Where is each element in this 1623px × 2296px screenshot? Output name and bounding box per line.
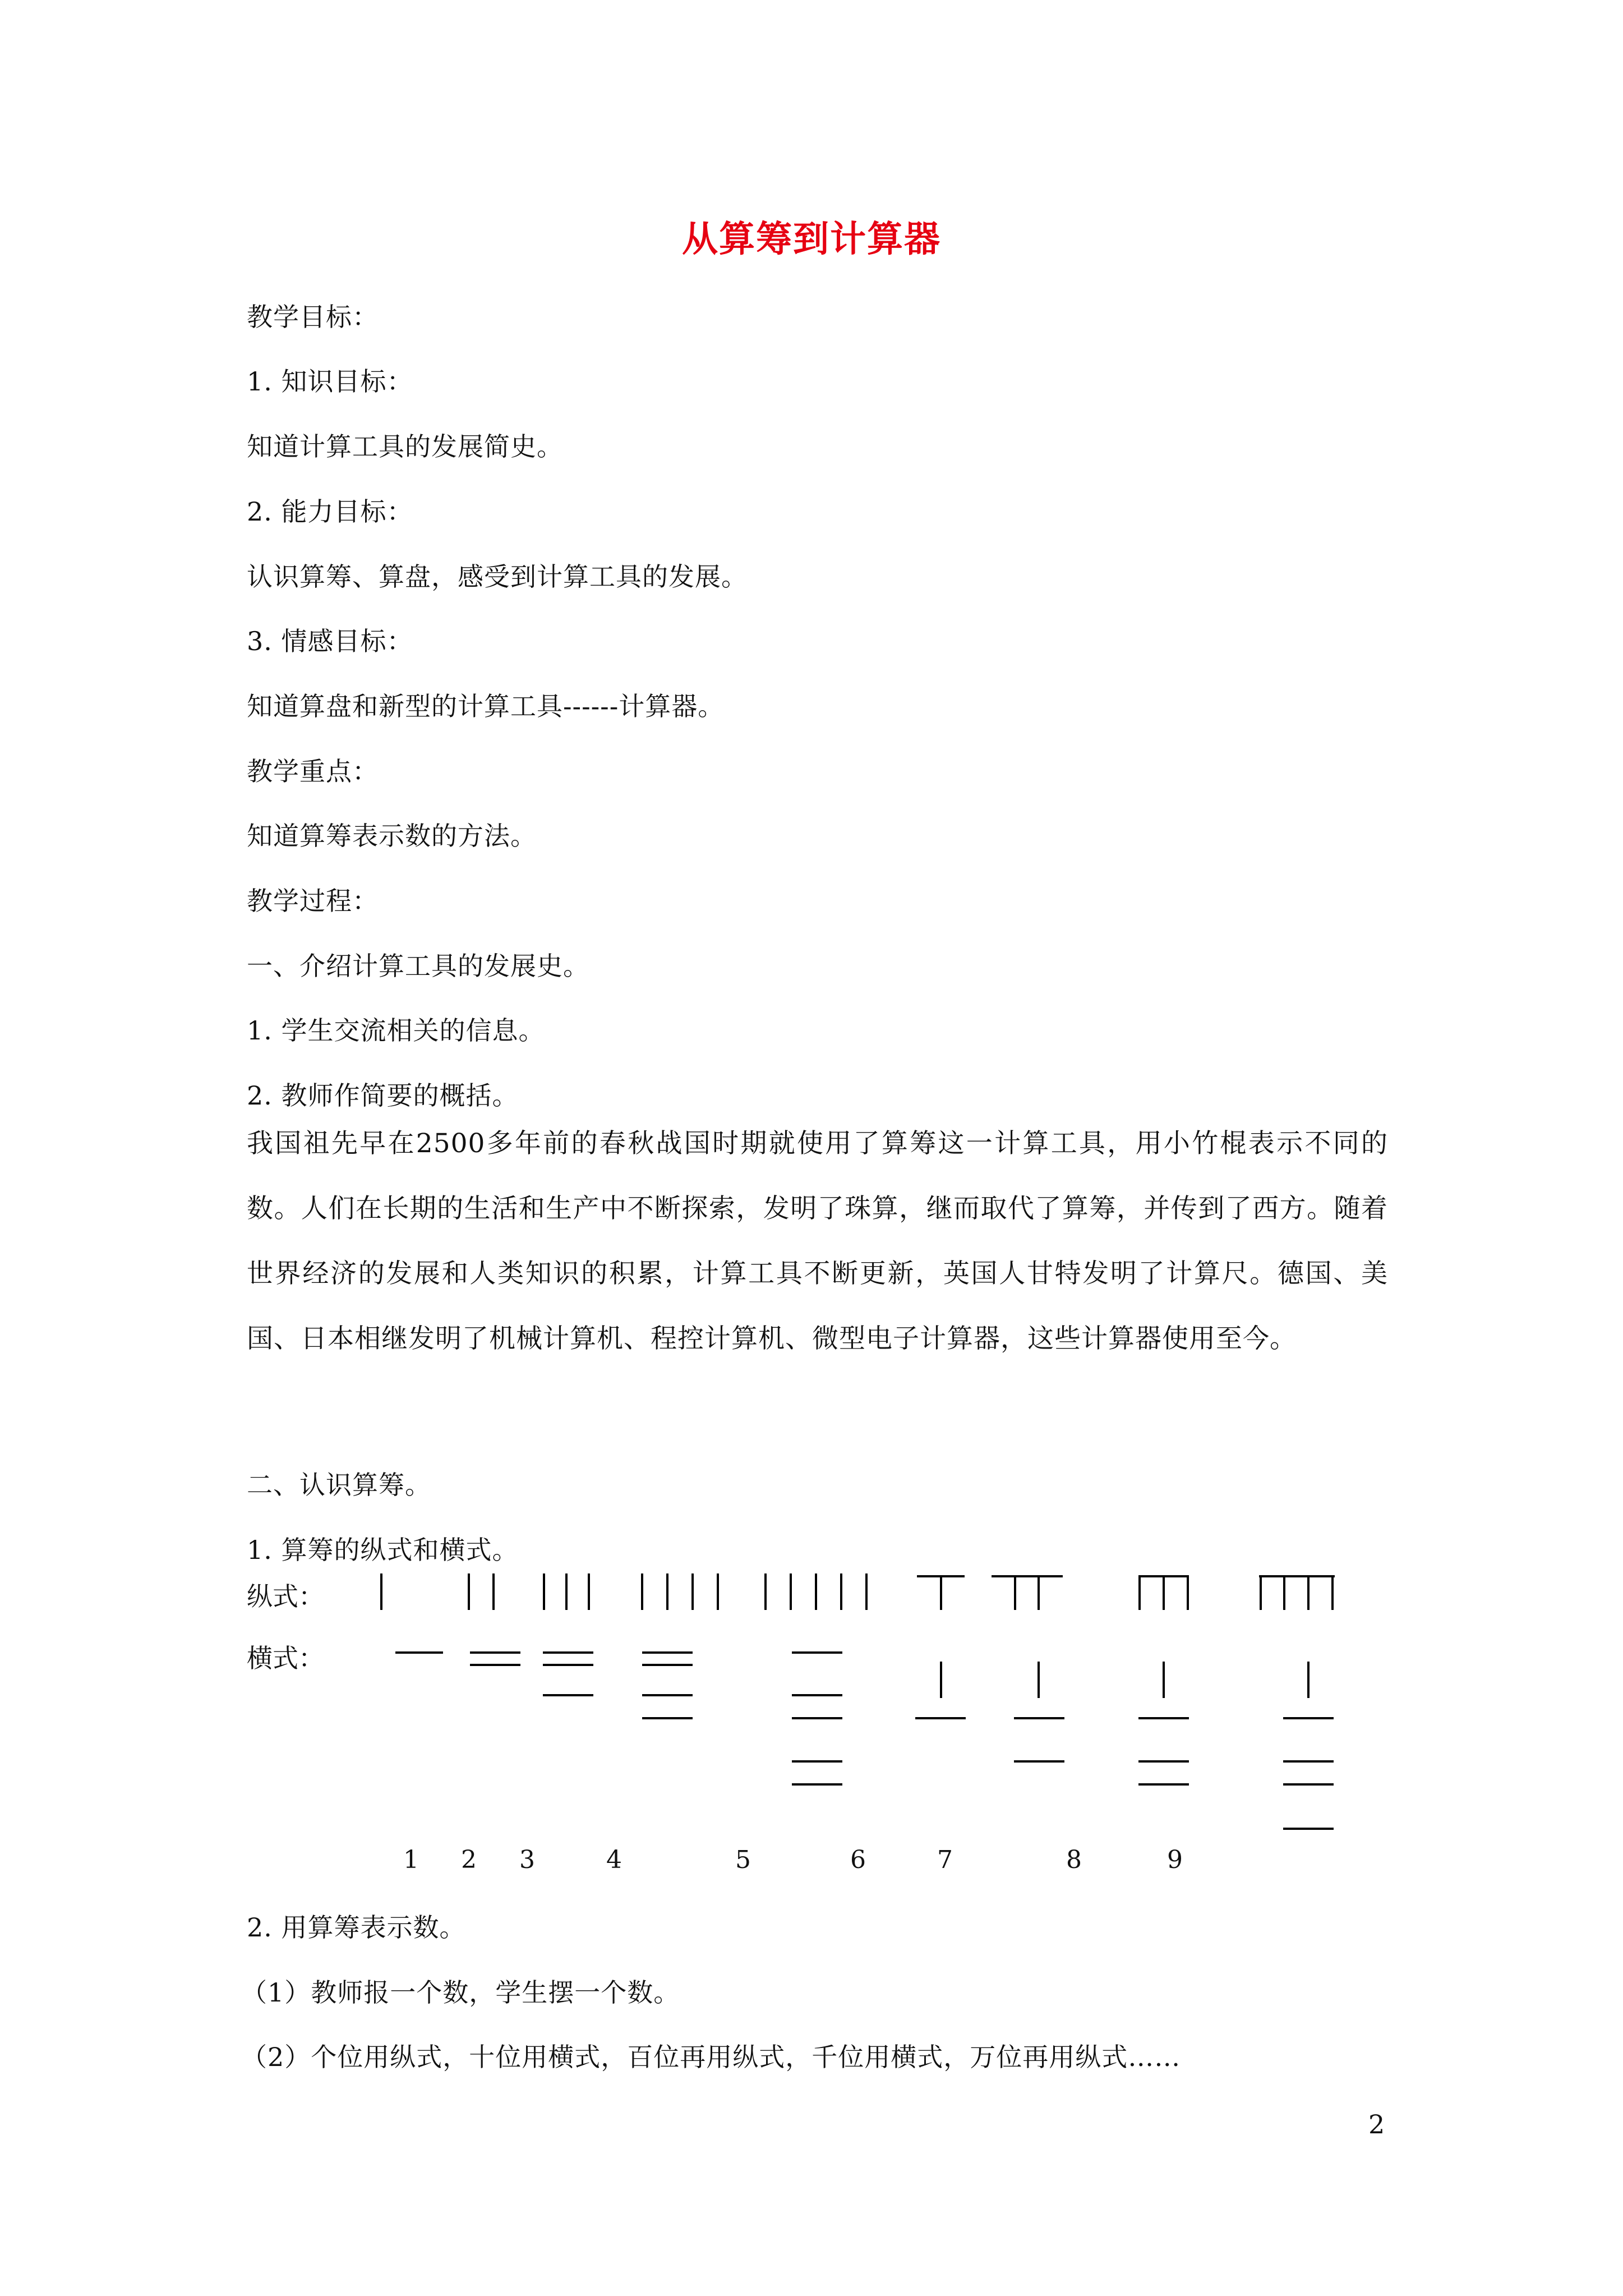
text-line: 3. 情感目标：: [247, 626, 413, 656]
rods-heading: 1. 算筹的纵式和横式。: [247, 1535, 519, 1565]
text-line: 一、介绍计算工具的发展史。: [247, 951, 589, 981]
text-line: （2）个位用纵式，十位用横式，百位再用纵式，千位用横式，万位再用纵式……: [241, 2042, 1181, 2072]
text-line: 2. 教师作简要的概括。: [247, 1080, 519, 1111]
horizontal-rod-7: [1014, 1662, 1064, 1761]
text-line: 认识算筹、算盘，感受到计算工具的发展。: [247, 562, 748, 592]
rod-number: 7: [937, 1846, 953, 1874]
rod-number: 3: [519, 1846, 535, 1874]
text-line: 知道算盘和新型的计算工具------计算器。: [247, 691, 725, 721]
rod-number: 6: [850, 1846, 866, 1874]
vertical-rod-6: [917, 1576, 965, 1610]
rod-number: 8: [1066, 1846, 1082, 1874]
vertical-rod-4: [642, 1573, 718, 1610]
horizontal-form-label: 横式：: [247, 1643, 324, 1673]
rod-number: 4: [606, 1846, 622, 1874]
text-line: 2. 用算筹表示数。: [247, 1912, 466, 1943]
text-line: 知道算筹表示数的方法。: [247, 821, 537, 851]
text-line: 教学重点：: [247, 756, 379, 786]
text-line: 知道计算工具的发展简史。: [247, 431, 563, 462]
vertical-rod-9: [1259, 1576, 1335, 1610]
horizontal-rod-8: [1138, 1662, 1189, 1784]
vertical-form-label: 纵式：: [247, 1581, 324, 1612]
vertical-rod-3: [544, 1573, 589, 1610]
horizontal-rod-9: [1283, 1662, 1334, 1829]
vertical-rod-5: [766, 1573, 866, 1610]
horizontal-rod-4: [642, 1653, 693, 1718]
horizontal-rod-6: [915, 1662, 966, 1718]
horizontal-rod-2: [470, 1653, 520, 1665]
history-paragraph: 我国祖先早在2500多年前的春秋战国时期就使用了算筹这一计算工具，用小竹棍表示不同的数。人们在长期的生活和生产中不断探索，发明了珠算，继而取代了算筹，并传到了西方。随着世界经济的发展和人类知识的积累，计算工具不断更新，英国人甘特发明了计算尺。德国、美国、日本相继发明了机械计算机、程控计算机、微型电子计算器，这些计算器使用至今。: [247, 1128, 1388, 1354]
vertical-rod-7: [992, 1576, 1063, 1610]
text-line: 1. 学生交流相关的信息。: [247, 1015, 545, 1046]
rod-number: 5: [735, 1846, 751, 1874]
horizontal-rod-5: [792, 1653, 842, 1784]
page-title: 从算筹到计算器: [682, 219, 941, 260]
rod-number: 2: [461, 1846, 477, 1874]
text-line: 教学过程：: [247, 886, 379, 916]
vertical-rod-2: [469, 1573, 494, 1610]
vertical-rod-8: [1138, 1576, 1189, 1610]
text-line: 1. 知识目标：: [247, 366, 413, 397]
section-heading: 二、认识算筹。: [247, 1470, 431, 1500]
text-line: 教学目标：: [247, 302, 379, 332]
text-line: 2. 能力目标：: [247, 496, 413, 527]
rod-number: 1: [403, 1846, 419, 1874]
text-line: （1）教师报一个数，学生摆一个数。: [241, 1977, 680, 2008]
page-number: 2: [1368, 2109, 1385, 2139]
rod-number: 9: [1167, 1846, 1183, 1874]
horizontal-rod-3: [543, 1653, 593, 1695]
